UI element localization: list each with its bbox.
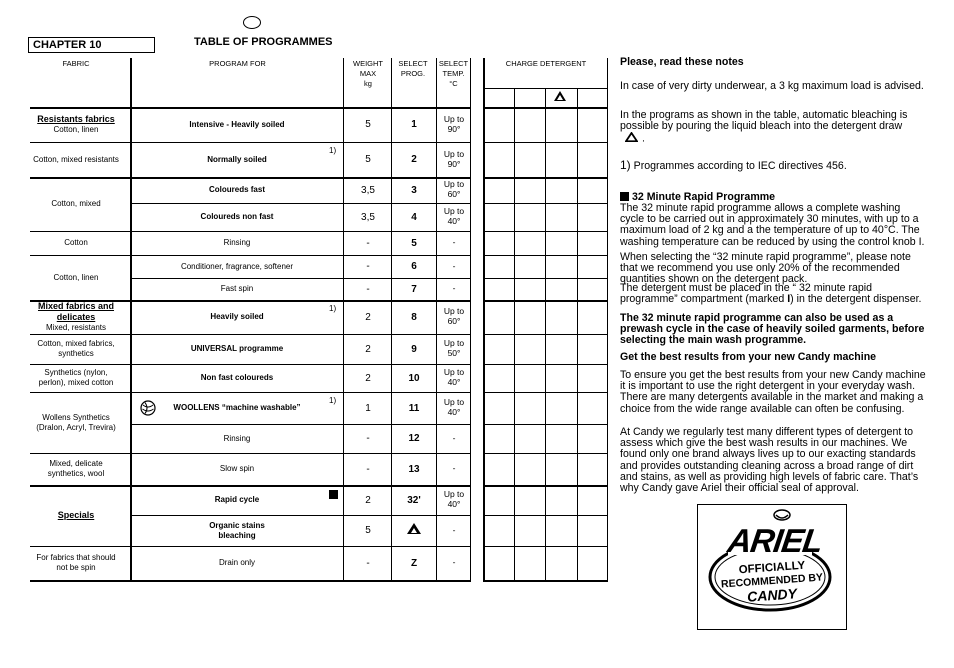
program-name: Normally soiled: [207, 154, 267, 164]
ariel-line2: RECOMMENDED BY: [720, 571, 824, 591]
wool-ball-icon: [140, 400, 156, 421]
grid-hline: [483, 334, 608, 335]
grid-hline: [483, 255, 608, 256]
bleach-triangle-inline-icon: [625, 132, 638, 145]
weight-value: 2: [365, 494, 371, 506]
grid-hline: [30, 546, 130, 547]
bleach-triangle-inner: [557, 95, 563, 100]
grid-hline: [30, 485, 130, 487]
weight-value: -: [366, 463, 370, 475]
rapid-p3: The detergent must be placed in the “ 32 minute rapid programme” compartment (marked I) in the detergent dispenser.: [620, 282, 922, 306]
fabric-text: Cotton, mixed fabrics, synthetics: [37, 339, 115, 358]
grid-hline: [483, 278, 608, 279]
grid-vline: [436, 58, 437, 581]
prog-number: 12: [408, 433, 420, 444]
fabric-cell: [30, 231, 122, 255]
ariel-brand-text: ARIEL: [725, 522, 825, 559]
candy-p1: To ensure you get the best results from your new Candy machine it is important to use the right detergent in your everyday wash. There are many detergents available in the market and making a choice from the wide range available can often be confusing.: [620, 369, 926, 415]
weight-value: -: [366, 283, 370, 295]
grid-hline: [483, 107, 608, 109]
grid-hline: [30, 177, 130, 179]
grid-hline: [483, 88, 607, 89]
grid-hline: [483, 364, 608, 365]
grid-hline: [30, 300, 130, 302]
grid-hline: [483, 424, 608, 425]
chapter-label: CHAPTER 10: [28, 37, 155, 53]
fabric-text: Cotton, mixed resistants: [33, 154, 119, 164]
grid-hline: [30, 453, 130, 454]
fabric-cell: [30, 334, 122, 364]
candy-p2: At Candy we regularly test many different types of detergent to assess which give the best wash results in our machines. We found only one brand always lives up to our exacting standards and provides outstanding cleaning across a broad range of dirt and stains, as well as providing high levels of fabric care. That’s why Candy gave Ariel their official seal of approval.: [620, 426, 919, 495]
temp-value: Up to 40°: [443, 397, 465, 417]
temp-value: Up to 90°: [443, 113, 465, 134]
fabric-text: For fabrics that should not be spin: [36, 553, 116, 572]
prog-number: 10: [408, 372, 420, 384]
grid-vline: [343, 58, 344, 581]
grid-hline: [30, 231, 130, 232]
fabric-cell: [30, 255, 122, 300]
fabric-text: Cotton, linen: [53, 125, 99, 135]
fabric-cell: [30, 142, 122, 177]
temp-value: -: [452, 524, 456, 535]
fabric-text: Mixed, resistants: [45, 323, 107, 332]
weight-value: 3,5: [361, 184, 375, 196]
program-name: Drain only: [218, 558, 255, 568]
grid-hline: [30, 364, 130, 365]
program-name: Rinsing: [223, 433, 251, 443]
fabric-cell: [30, 107, 122, 142]
temp-value: -: [452, 557, 456, 568]
prog-number: 11: [408, 402, 420, 414]
footnote-ref: 1): [329, 304, 337, 313]
fabric-text: Cotton, mixed: [51, 199, 101, 209]
grid-hline: [130, 485, 471, 487]
grid-hline: [483, 515, 608, 516]
temp-value: -: [452, 432, 456, 443]
grid-hline: [30, 580, 130, 582]
weight-value: 2: [365, 343, 371, 355]
temp-value: Up to 40°: [443, 206, 465, 226]
program-name: Rinsing: [223, 238, 251, 248]
weight-value: 3,5: [361, 211, 375, 223]
grid-vline: [470, 58, 471, 581]
program-name: Intensive - Heavily soiled: [189, 119, 285, 129]
fabric-category: Mixed fabrics and delicates: [37, 301, 115, 323]
grid-hline: [130, 334, 471, 335]
temp-value: -: [452, 260, 456, 271]
fabric-cell: [30, 364, 122, 392]
program-name: Heavily soiled: [210, 312, 264, 322]
temp-value: Up to 60°: [443, 179, 465, 199]
program-name: Non fast coloureds: [200, 373, 274, 383]
program-name: Fast spin: [220, 284, 254, 294]
prog-number: 8: [411, 311, 417, 323]
header-select-prog: SELECT PROG.: [398, 59, 428, 78]
weight-value: 1: [365, 402, 371, 414]
grid-hline: [130, 203, 471, 204]
fabric-cell: [30, 392, 122, 453]
grid-hline: [130, 580, 471, 582]
rapid-p1: The 32 minute rapid programme allows a complete washing cycle to be carried out in approximately 30 minutes, with up to a maximum load of 2 kg and a the temperature of up to 40°C. The washing temperature can be reduced by using the control knob I.: [620, 202, 925, 248]
program-name: Conditioner, fragrance, softener: [180, 261, 294, 271]
temp-value: -: [452, 283, 456, 294]
grid-hline: [483, 203, 608, 204]
grid-vline: [483, 58, 485, 581]
grid-hline: [130, 515, 471, 516]
prog-number: 5: [411, 237, 417, 249]
weight-value: -: [366, 557, 370, 569]
weight-value: 5: [365, 525, 371, 536]
prog-number: 1: [411, 119, 417, 130]
grid-hline: [483, 231, 608, 232]
grid-hline: [130, 278, 471, 279]
weight-value: -: [366, 237, 370, 249]
header-program-for: PROGRAM FOR: [209, 59, 266, 68]
fabric-category: Resistants fabrics: [37, 114, 115, 125]
grid-hline: [130, 107, 471, 109]
ariel-logo: [697, 504, 847, 630]
fabric-cell: [30, 177, 122, 231]
grid-hline: [30, 255, 130, 256]
page-marker-oval: [243, 16, 261, 29]
prog-number: 7: [411, 283, 417, 295]
prog-number: 4: [411, 211, 417, 223]
weight-value: 5: [365, 154, 371, 165]
grid-hline: [130, 453, 471, 454]
weight-value: 2: [365, 372, 371, 384]
prog-number: 2: [411, 154, 417, 165]
rapid-square-inline-icon: [620, 192, 629, 201]
grid-hline: [483, 580, 608, 582]
prog-number: 13: [408, 463, 420, 475]
fabric-cell: [30, 546, 122, 580]
fabric-text: Synthetics (nylon, perlon), mixed cotton: [38, 368, 114, 387]
grid-hline: [130, 300, 471, 302]
ariel-line1: OFFICIALLY: [738, 559, 806, 577]
grid-hline: [483, 485, 608, 487]
program-name: UNIVERSAL programme: [190, 344, 284, 354]
prog-number: 3: [411, 184, 417, 196]
ariel-candy-text: CANDY: [746, 585, 798, 605]
temp-value: -: [452, 463, 456, 474]
grid-hline: [483, 546, 608, 547]
grid-hline: [30, 107, 130, 109]
temp-value: Up to 90°: [443, 148, 465, 169]
fabric-text: Wollens Synthetics (Dralon, Acryl, Trevira): [36, 412, 116, 432]
notes-footnote: 1) Programmes according to IEC directives 456.: [620, 158, 847, 172]
header-charge-detergent: CHARGE DETERGENT: [505, 59, 587, 68]
program-name: WOOLLENS “machine washable”: [173, 403, 301, 413]
weight-value: 5: [365, 119, 371, 130]
candy-heading: Get the best results from your new Candy machine: [620, 351, 877, 363]
fabric-text: Cotton, linen: [53, 272, 99, 282]
temp-value: Up to 40°: [443, 489, 465, 509]
grid-hline: [483, 392, 608, 393]
grid-vline: [391, 58, 392, 581]
grid-hline: [130, 142, 471, 143]
weight-value: -: [366, 261, 370, 272]
prog-number: Z: [410, 557, 418, 569]
rapid-heading: 32 Minute Rapid Programme: [620, 192, 926, 203]
grid-hline: [483, 177, 608, 179]
grid-hline: [130, 424, 471, 425]
temp-value: Up to 50°: [443, 338, 465, 358]
grid-vline: [607, 58, 608, 581]
bleach-triangle-prog-inner: [411, 528, 417, 533]
program-name: Coloureds non fast: [200, 212, 274, 222]
footnote-ref: 1): [329, 146, 337, 155]
grid-hline: [483, 142, 608, 143]
grid-hline: [483, 300, 608, 302]
prog-number: 9: [411, 343, 417, 355]
footnote-ref: 1): [329, 396, 337, 405]
rapid-p2: When selecting the “32 minute rapid programme”, please note that we recommend you use only 20% of the recommended quantities shown on the detergent pack.: [620, 251, 911, 286]
program-name: Organic stains bleaching: [209, 521, 265, 540]
weight-value: 2: [365, 311, 371, 323]
prog-number: 6: [411, 261, 417, 272]
grid-hline: [130, 255, 471, 256]
fabric-category: Specials: [57, 510, 95, 521]
header-fabric: FABRIC: [62, 59, 90, 68]
program-name: Slow spin: [219, 464, 255, 474]
weight-value: -: [366, 433, 370, 444]
fabric-cell: [30, 453, 122, 485]
fabric-cell: [30, 485, 122, 546]
fabric-text: Mixed, delicate synthetics, wool: [47, 459, 105, 478]
prog-number: 32': [407, 494, 421, 506]
program-name: Rapid cycle: [214, 495, 260, 505]
page-title: TABLE OF PROGRAMMES: [194, 36, 333, 48]
grid-hline: [130, 364, 471, 365]
grid-hline: [30, 142, 130, 143]
temp-value: -: [452, 237, 456, 248]
fabric-text: Cotton: [64, 238, 88, 248]
grid-hline: [130, 231, 471, 232]
grid-vline: [130, 58, 132, 581]
grid-hline: [30, 392, 130, 393]
grid-hline: [130, 177, 471, 179]
grid-hline: [483, 453, 608, 454]
header-select-temp: SELECT TEMP. °C: [438, 59, 469, 88]
fabric-cell: [30, 300, 122, 334]
rapid-bold-note: The 32 minute rapid programme can also be used as a prewash cycle in the case of heavily soiled garments, before selecting the main wash programme.: [620, 312, 925, 347]
temp-value: Up to 40°: [443, 367, 465, 387]
program-name: Coloureds fast: [208, 185, 265, 195]
notes-heading: Please, read these notes: [620, 56, 744, 68]
header-weight: WEIGHT MAX kg: [353, 59, 383, 88]
notes-p2: In the programs as shown in the table, automatic bleaching is possible by pouring the liquid bleach into the detergent draw .: [620, 109, 908, 145]
rapid-square-icon: [329, 490, 338, 499]
grid-hline: [30, 334, 130, 335]
temp-value: Up to 60°: [443, 306, 465, 326]
notes-p1: In case of very dirty underwear, a 3 kg maximum load is advised.: [620, 80, 924, 92]
grid-hline: [130, 392, 471, 393]
grid-hline: [130, 546, 471, 547]
